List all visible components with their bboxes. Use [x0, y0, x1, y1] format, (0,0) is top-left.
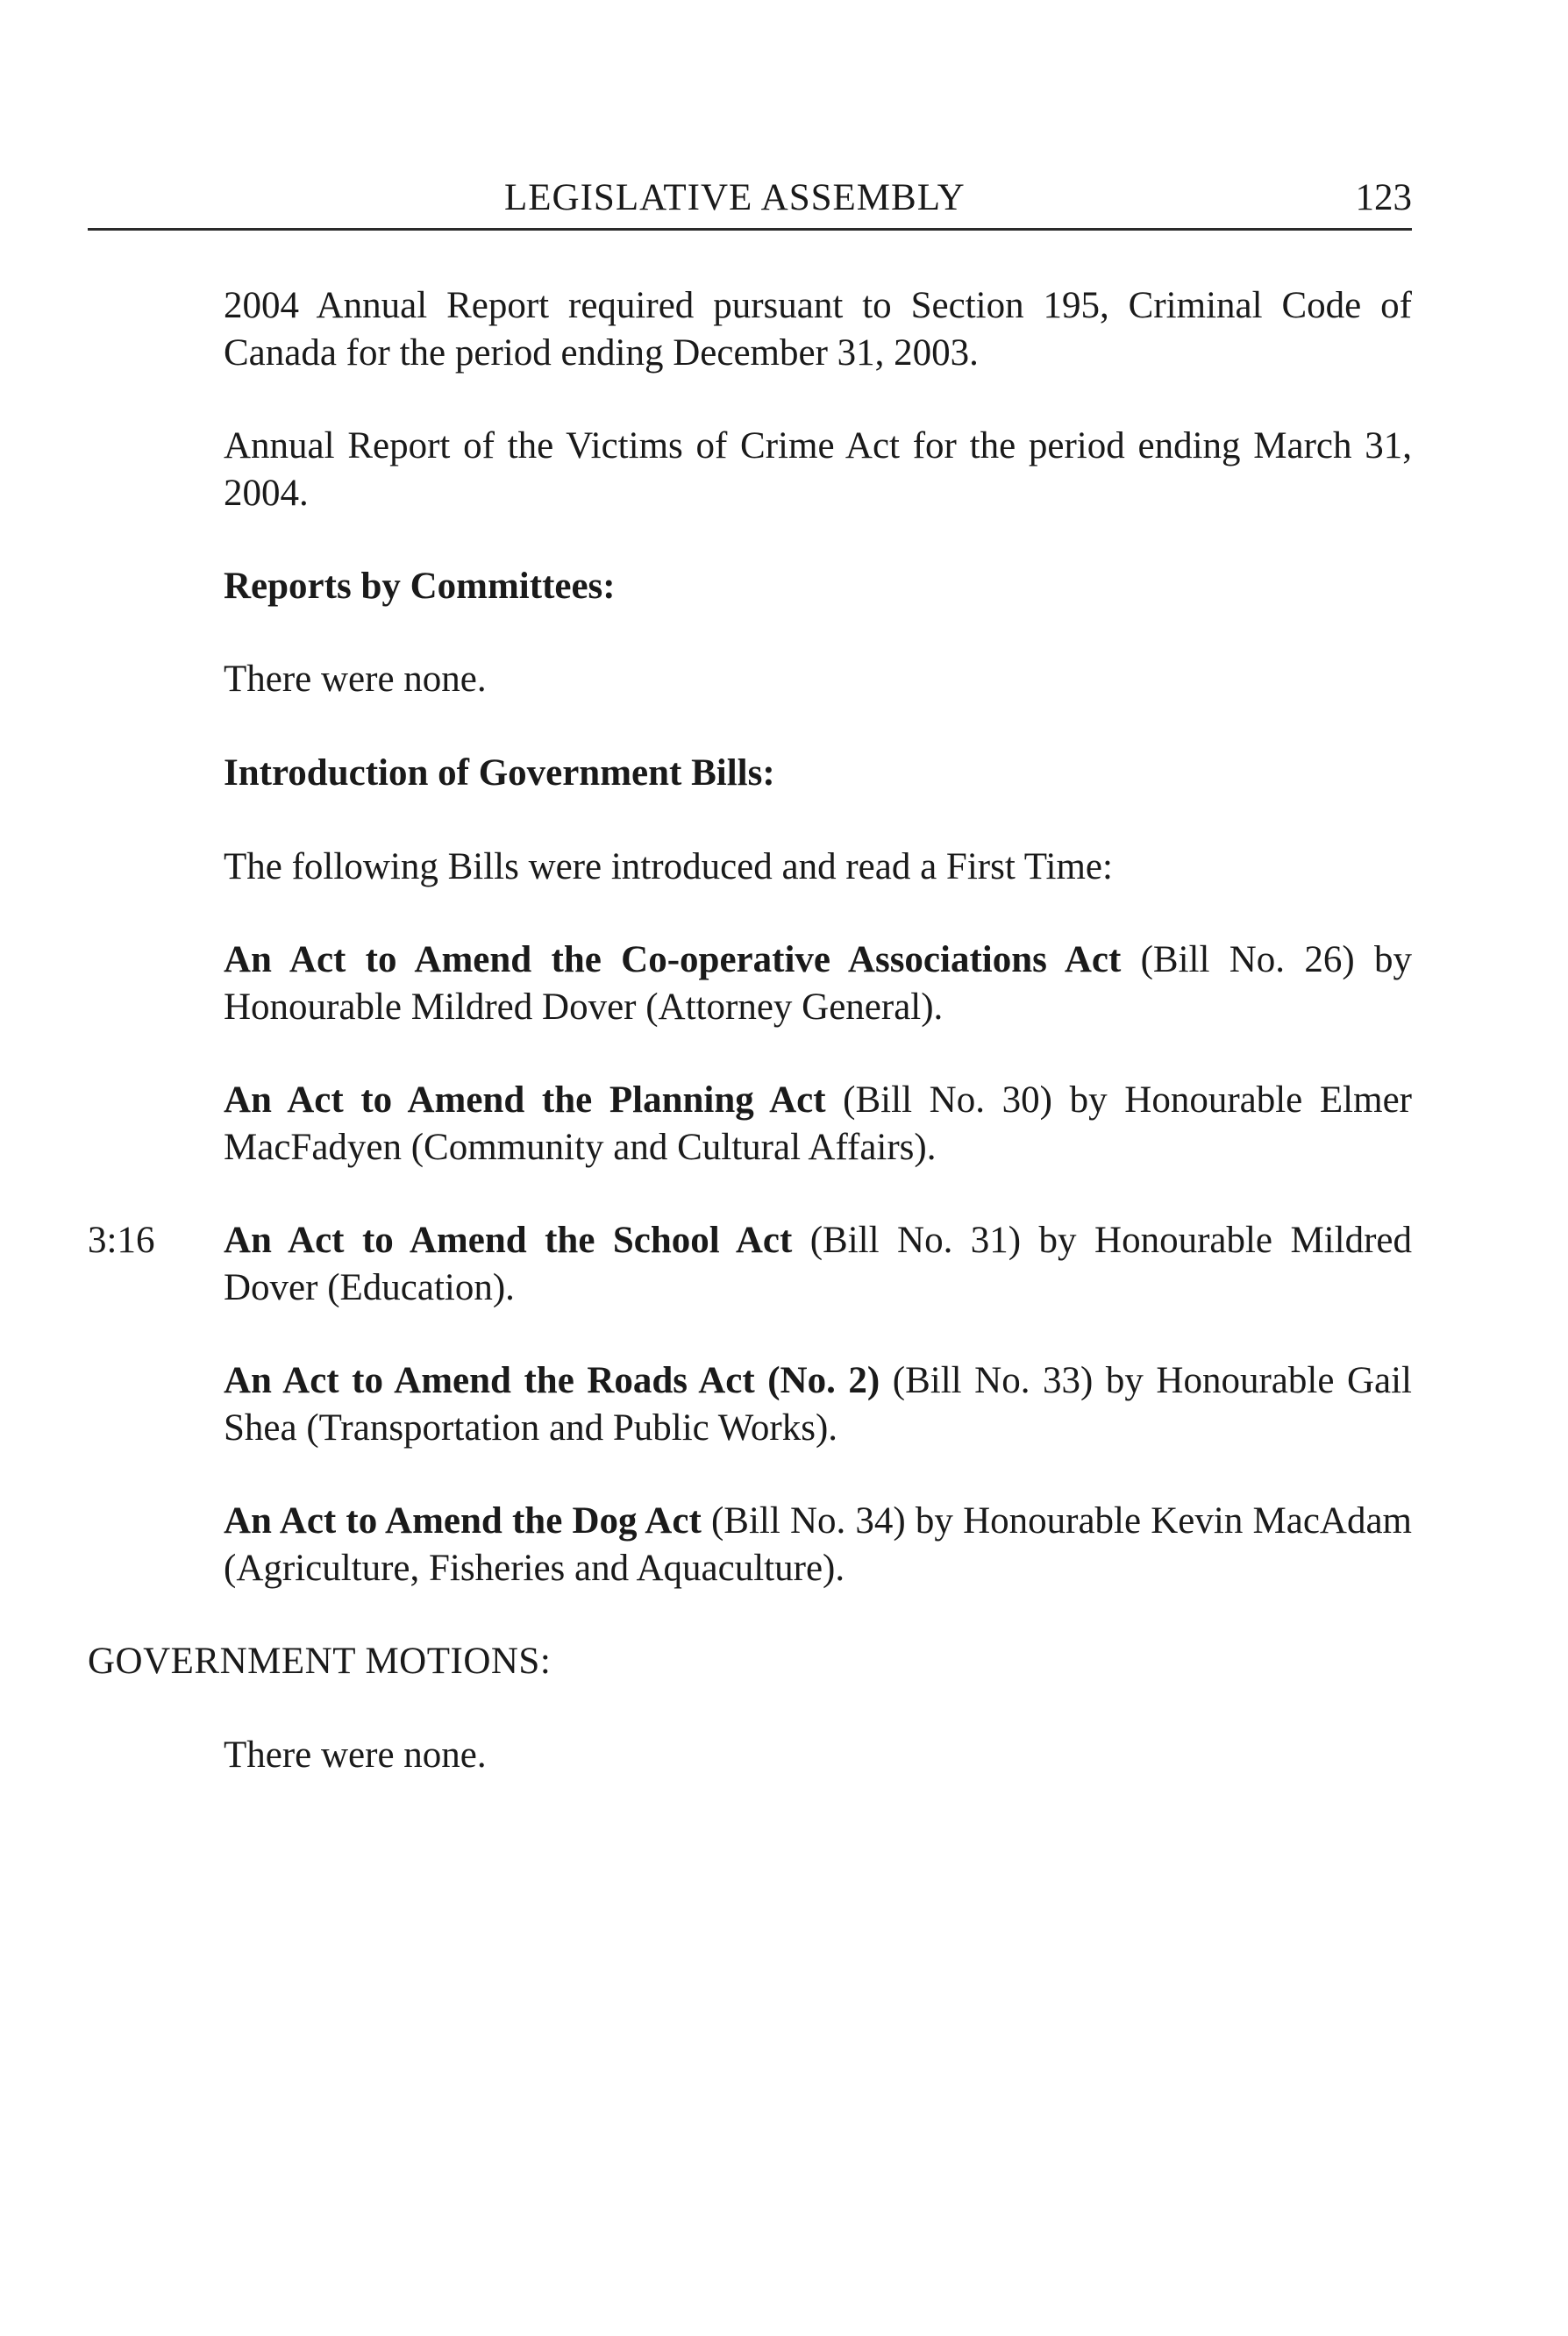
bill-details: (Bill No. 34) by Honourable Kevin MacAdam (Agriculture, Fisheries and Aquaculture).: [224, 1500, 1413, 1589]
government-bills-intro: The following Bills were introduced and read a First Time:: [224, 846, 1113, 887]
running-title: LEGISLATIVE ASSEMBLY: [504, 177, 966, 218]
bill-title: An Act to Amend the Roads Act (No. 2): [224, 1360, 880, 1401]
margin-time-note: 3:16: [88, 1220, 155, 1261]
bill-title: An Act to Amend the Planning Act: [224, 1079, 826, 1121]
bill-item: [224, 1498, 1412, 1592]
bill-item: [224, 1217, 1412, 1312]
bill-title: An Act to Amend the Dog Act: [224, 1500, 702, 1542]
bill-details: (Bill No. 33) by Honourable Gail Shea (Transportation and Public Works).: [224, 1360, 1412, 1449]
reports-by-committees-text: There were none.: [224, 659, 487, 700]
heading-reports-by-committees: Reports by Committees:: [224, 566, 616, 607]
bill-title: An Act to Amend the School Act: [224, 1220, 793, 1261]
bill-item: [224, 937, 1412, 1031]
bill-item: [224, 1357, 1412, 1452]
government-motions-text: There were none.: [224, 1734, 487, 1776]
bill-details: (Bill No. 31) by Honourable Mildred Dover (Education).: [224, 1220, 1412, 1308]
page-number: 123: [1355, 177, 1412, 218]
bill-title: An Act to Amend the Co-operative Associations Act: [224, 939, 1122, 980]
bill-details: (Bill No. 26) by Honourable Mildred Dover (Attorney General).: [224, 939, 1412, 1028]
bill-details: (Bill No. 30) by Honourable Elmer MacFadyen (Community and Cultural Affairs).: [224, 1079, 1412, 1168]
heading-government-motions: GOVERNMENT MOTIONS:: [88, 1641, 552, 1682]
bill-item: [224, 1077, 1412, 1172]
heading-introduction-of-government-bills: Introduction of Government Bills:: [224, 752, 775, 794]
page-header: [88, 175, 1412, 231]
paragraph-annual-report-criminal-code: 2004 Annual Report required pursuant to Section 195, Criminal Code of Canada for the period ending December 31, 2003.: [224, 285, 1412, 374]
paragraph-victims-of-crime-report: Annual Report of the Victims of Crime Act for the period ending March 31, 2004.: [224, 425, 1412, 514]
